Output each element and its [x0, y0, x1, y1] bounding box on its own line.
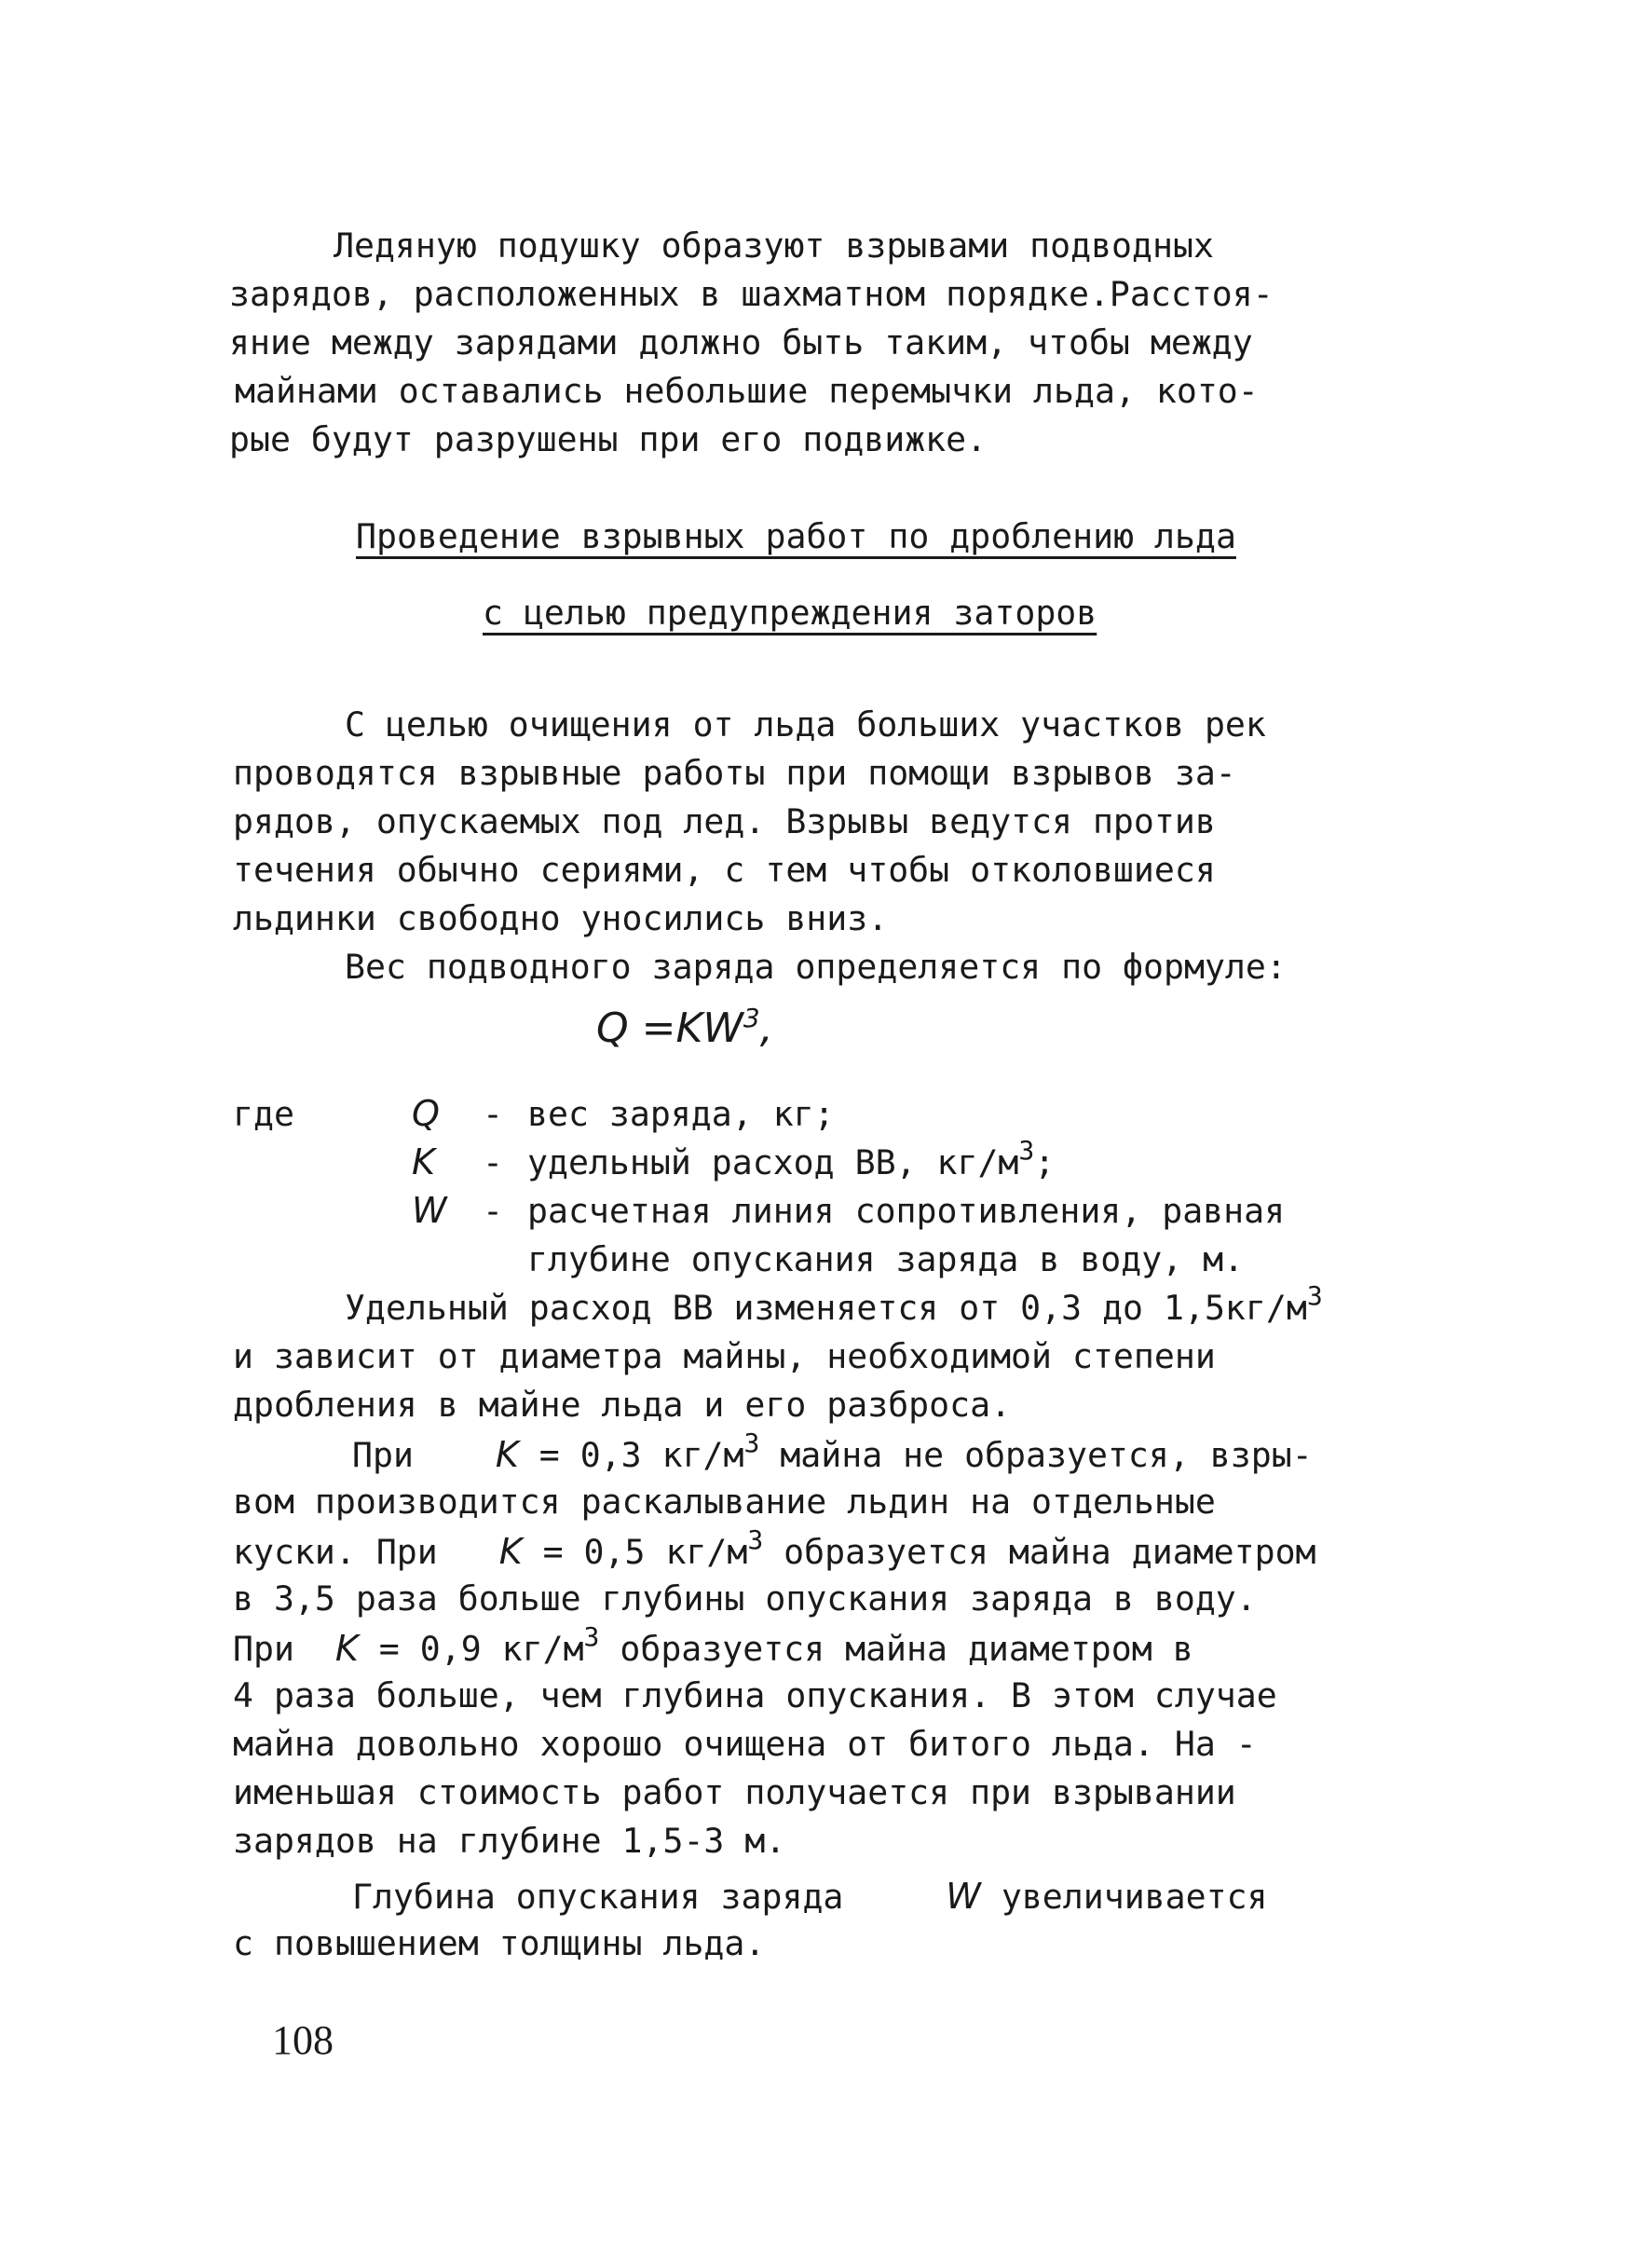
p4-l1-rest: майна не образуется, взры-	[759, 1435, 1313, 1475]
paragraph-4-line-6: 4 раза больше, чем глубина опускания. В этом случае	[233, 1675, 1277, 1715]
paragraph-3-line-1	[345, 1280, 1323, 1328]
formula-lhs: Q	[596, 1004, 629, 1052]
legend-text-k-sup: 3	[1018, 1135, 1035, 1166]
formula-rhs: KW	[675, 1004, 743, 1052]
p4-l1-k: K	[495, 1434, 519, 1475]
paragraph-3-line-2: и зависит от диаметра майны, необходимой степени	[233, 1336, 1216, 1376]
paragraph-1-line-2: зарядов, расположенных в шахматном порядке.Расстоя-	[229, 274, 1274, 314]
p4-l5-value: = 0,9 кг/м	[378, 1629, 584, 1669]
paragraph-5-line-1	[352, 1876, 1268, 1917]
paragraph-4-line-8: именьшая стоимость работ получается при взрывании	[233, 1772, 1236, 1812]
p4-l5-k: K	[334, 1628, 359, 1669]
p4-l3-value: = 0,5 кг/м	[542, 1532, 748, 1572]
legend-where: где	[233, 1094, 294, 1134]
legend-symbol-w: W	[412, 1190, 447, 1231]
paragraph-1-line-4: майнами оставались небольшие перемычки льда, кото-	[235, 371, 1259, 411]
paragraph-4-line-4: в 3,5 раза больше глубины опускания заряда в воду.	[233, 1578, 1257, 1619]
page-number: 108	[272, 2017, 334, 2063]
paragraph-1-line-5: рые будут разрушены при его подвижке.	[229, 419, 988, 459]
charge-weight-formula	[596, 1003, 773, 1052]
legend-text-q: вес заряда, кг;	[527, 1094, 835, 1134]
legend-text-w: расчетная линия сопротивления, равная	[527, 1191, 1286, 1231]
p4-l5-rest: образуется майна диаметром в	[599, 1629, 1193, 1669]
p5-l1-start: Глубина опускания заряда	[352, 1877, 844, 1917]
paragraph-2-line-1: С целью очищения от льда больших участков рек	[345, 704, 1266, 745]
paragraph-1-line-1: Ледяную подушку образуют взрывами подводных	[334, 225, 1214, 266]
p4-l3-rest: образуется майна диаметром	[763, 1532, 1316, 1572]
legend-dash-w: -	[483, 1191, 503, 1231]
formula-exponent: 3	[743, 1003, 760, 1033]
paragraph-1-line-3: яние между зарядами должно быть таким, чтобы между	[229, 322, 1253, 362]
paragraph-2-line-5: льдинки свободно уносились вниз.	[233, 898, 889, 938]
paragraph-4-line-1	[352, 1428, 1313, 1475]
formula-intro: Вес подводного заряда определяется по формуле:	[345, 947, 1287, 987]
legend-text-w-continuation: глубине опускания заряда в воду, м.	[527, 1239, 1245, 1279]
paragraph-4-line-2: вом производится раскалывание льдин на отдельные	[233, 1482, 1216, 1522]
paragraph-3-line-1-text: Удельный расход ВВ изменяется от 0,3 до 1,5кг/м	[345, 1288, 1307, 1328]
p4-l5-sup: 3	[583, 1621, 600, 1652]
p4-l3-k: K	[498, 1531, 523, 1572]
legend-symbol-q: Q	[412, 1093, 440, 1134]
formula-equals: =	[641, 1004, 676, 1052]
p4-l1-value: = 0,3 кг/м	[538, 1435, 744, 1475]
p4-l1-sup: 3	[743, 1428, 760, 1458]
paragraph-5-line-2: с повышением толщины льда.	[233, 1923, 766, 1963]
paragraph-3-line-1-sup: 3	[1306, 1280, 1323, 1311]
paragraph-4-line-7: майна довольно хорошо очищена от битого льда. На -	[233, 1724, 1257, 1764]
p4-l3-start: куски. При	[233, 1532, 438, 1572]
legend-dash-q: -	[483, 1094, 503, 1134]
legend-text-k	[527, 1135, 1056, 1182]
p4-l1-pri: При	[352, 1435, 414, 1475]
paragraph-4-line-5	[233, 1621, 1193, 1669]
legend-text-k-main: удельный расход ВВ, кг/м	[527, 1142, 1019, 1182]
p5-l1-w: W	[946, 1876, 981, 1917]
paragraph-4-line-3	[233, 1524, 1316, 1572]
section-heading-line-1: Проведение взрывных работ по дроблению льда	[356, 516, 1236, 556]
p5-l1-end: увеличивается	[1001, 1877, 1268, 1917]
formula-trailing-comma: ,	[759, 1004, 773, 1052]
paragraph-2-line-3: рядов, опускаемых под лед. Взрывы ведутся против	[233, 801, 1216, 841]
paragraph-2-line-4: течения обычно сериями, с тем чтобы отколовшиеся	[233, 850, 1216, 890]
paragraph-2-line-2: проводятся взрывные работы при помощи взрывов за-	[233, 753, 1236, 793]
p4-l3-sup: 3	[747, 1524, 764, 1555]
paragraph-3-line-3: дробления в майне льда и его разброса.	[233, 1385, 1012, 1425]
legend-symbol-k: K	[412, 1141, 435, 1182]
section-heading-line-2: с целью предупреждения заторов	[483, 593, 1097, 633]
legend-dash-k: -	[483, 1142, 503, 1182]
legend-text-k-trail: ;	[1034, 1142, 1056, 1182]
paragraph-4-line-9: зарядов на глубине 1,5-3 м.	[233, 1821, 786, 1861]
p4-l5-pri: При	[233, 1629, 294, 1669]
